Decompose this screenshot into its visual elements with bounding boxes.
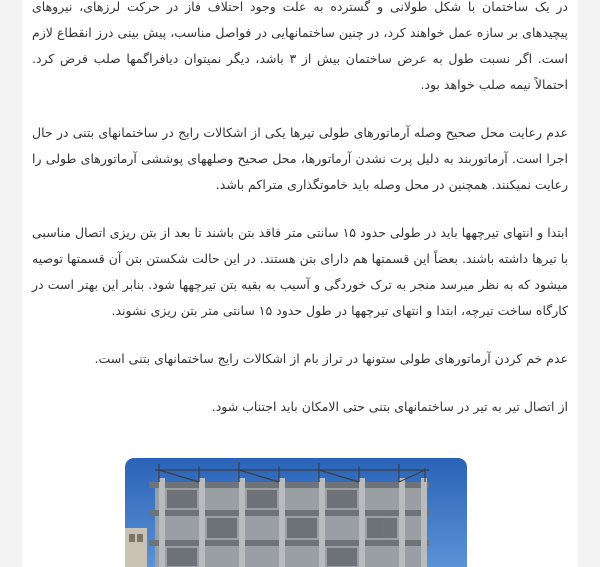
paragraph-long-building: در یک ساختمان با شکل طولانی و گسترده به علت وجود احتلاف فاز در حرکت لرزهای، نیروهای پیچیدهای بر سازه عمل خواهند کرد، در چنین ساختمانهایی در فواصل مناسب، پیش بینی درز انقطاع لازم است. اگر نسبت طول به عرض ساختمان بیش از ۳ باشد، دیگر نمیتوان دیافراگمها صلب فرض کرد. احتمالاً نیمه صلب خواهد بود.: [32, 0, 568, 92]
paragraph-beam-to-beam: از اتصال تیر به تیر در ساختمانهای بتنی حتی الامکان باید اجتناب شود.: [211, 399, 568, 414]
paragraph-column-rebar-bend: عدم خم کردن آرماتورهای طولی ستونها در تراز بام از اشکالات رایج ساختمانهای بتنی است.: [94, 351, 568, 366]
left-margin-strip: [0, 0, 22, 567]
article-body: [32, 0, 568, 442]
floor-slab: [149, 510, 429, 516]
neighbor-building: [125, 528, 147, 567]
right-margin-strip: [578, 0, 600, 567]
roof-slab: [149, 482, 429, 488]
building-frame-illustration: [125, 458, 467, 567]
construction-photo: [125, 458, 467, 567]
paragraph-joist-ends: ابتدا و انتهای تیرچهها باید در طولی حدود ۱۵ سانتی متر فاقد بتن باشند تا بعد از بتن ریزی اتصال مناسبی با تیرها داشته باشند. بعضاً این قسمتها هم دارای بتن هستند. در این حالت شکستن بتن آن قسمتها توصیه میشود که به نظر میرسد منجر به ترک خوردگی و آسیب به بقیه بتن تیرچهها شود. بنابر این بهتر است در کارگاه ساخت تیرچه، ابتدا و انتهای تیرچهها در طول حدود ۱۵ سانتی متر بتن ریزی نشوند.: [32, 225, 568, 318]
floor-slab: [149, 540, 429, 546]
paragraph-rebar-splice: عدم رعایت محل صحیح وصله آرماتورهای طولی تیرها یکی از اشکالات رایج در ساختمانهای بتنی در حال اجرا است. آرماتوربند به دلیل پرت نشدن آرماتورها، محل صحیح وصلههای پوششی آرماتورهای طولی را رعایت نمیکنند. همچنین در محل وصله باید خاموتگذاری متراکم باشد.: [32, 125, 568, 192]
